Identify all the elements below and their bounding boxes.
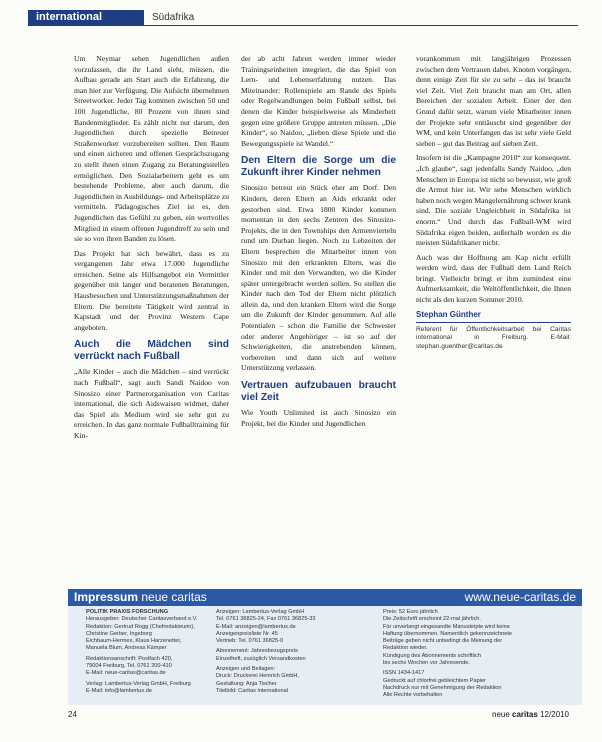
footer-brand: [492, 710, 569, 719]
impressum-line: Tel. 0761 36825-24, Fax 0761 36825-33: [216, 616, 316, 623]
subheading: Auch die Mädchen sind verrückt nach Fußball: [74, 339, 229, 363]
impressum-column-2: [216, 609, 366, 695]
paragraph: Insofern ist die „Kampagne 2010“ zur konsequent. „Ich glaube“, sagt jedenfalls Sandy Naidoo, „den Menschen in Europa ist nicht so bewusst, wie groß die Armut hier ist. Wir sehe Menschen wirklich haben noch wegen Mangelernährung schwer krank sind. Die soziale Ungleichheit in Südafrika ist enorm.“ Und durch das Fußball-WM wird Südafrika eigen beiden, außerhalb worden es die meisten Südafrikaner nicht.: [416, 153, 571, 248]
paragraph: „Alle Kinder – auch die Mädchen – sind verrückt nach Fußball“, sagt auch Sandi Naidoo von Sinosizo einer Partnerorganisation von Caritas international, die sich Aidswaisen widmet, daher das Spiel als Medium wird sie sehr gut zu erreichen. In das ganz normale Fußballtraining für Kin-: [74, 367, 229, 440]
impressum-line: 79004 Freiburg, Tel. 0761 200-410: [86, 663, 172, 670]
impressum-column-1: [86, 609, 206, 695]
impressum-line: Redaktionsanschrift: Postfach 420,: [86, 655, 173, 662]
subheading: Vertrauen aufzubauen braucht viel Zeit: [241, 380, 396, 404]
impressum-line: E-Mail: info@lambertus.de: [86, 687, 152, 694]
impressum-line: Nachdruck nur mit Genehmigung der Redaktion: [383, 684, 502, 691]
page-header: [0, 0, 602, 26]
article-column-2: [241, 54, 396, 433]
impressum-line: Gedruckt auf chlorfrei gebleichtem Papier: [383, 677, 486, 684]
impressum-title-bold: Impressum: [74, 590, 139, 604]
paragraph: Das Projekt hat sich bewährt, dass es zu vergangenen Jahr etwa 17.000 Jugendliche erreichen. Seine als Hilfsangebot ein Vermittler gegenüber mit langer und beratenen Beratungen, Hausbesuchen und Unterstützungsmaßnahmen der Eltern. Die bereitete Tätigkeit wird zentral in Kapstadt und der Provinz Western Cape angeboten.: [74, 248, 229, 332]
impressum-line: Preis: 52 Euro jährlich: [383, 609, 438, 615]
impressum-line: Vertrieb: Tel. 0761 36825-0: [216, 638, 284, 645]
page-number: 24: [68, 710, 77, 719]
impressum-line: Verlag: Lambertus-Verlag GmbH, Freiburg: [86, 680, 191, 687]
impressum-line: Redaktion wieder.: [383, 645, 428, 652]
impressum-line: Abonnement: Jahresbezugspreis: [216, 648, 298, 655]
impressum-title: [74, 590, 207, 605]
impressum-line: Eichbaum-Hermes, Klaus Harzenetter,: [86, 638, 182, 645]
impressum-line: Druck: Druckerei Heinrich GmbH,: [216, 673, 299, 680]
impressum-title-rest: neue caritas: [141, 590, 207, 604]
page-footer: [0, 710, 602, 724]
impressum-line: Einzelheft, zuzüglich Versandkosten: [216, 655, 306, 662]
impressum-line: bis sechs Wochen vor Jahresende.: [383, 660, 470, 667]
author-rule: [416, 322, 571, 323]
brand-pre: neue: [492, 710, 510, 719]
impressum-line: E-Mail: anzeigen@lambertus.de: [216, 623, 296, 630]
article-column-3: [416, 54, 571, 351]
impressum-line: Alle Rechte vorbehalten: [383, 692, 443, 699]
impressum-box: [68, 589, 582, 705]
impressum-line: Christine Gerber, Ingeborg: [86, 630, 152, 637]
impressum-line: Anzeigen und Beilagen:: [216, 666, 276, 673]
impressum-line: Anzeigen: Lambertus-Verlag GmbH: [216, 609, 305, 615]
author-name: Stephan Günther: [416, 309, 481, 319]
paragraph: vorankommen mit langjährigen Prozessen zwischen dem Vertrauen dabei. Knoten vorgängen, denn einige Zeit für sie zu sehr – das ist braucht viel Zeit. Viel Zeit braucht man am Ort, allen Bereichen der sozialen Arbeit. Einer der den Grund dafür setzt, warum viele Mitarbeiter innen der Projekte sehr enttäuscht sind gegenüber der WM, und kein Unterfangen das ist sehr viele Geld sieben – gut das Beitrag auf sieben Zeit.: [416, 54, 571, 148]
section-tab: international: [28, 10, 144, 25]
impressum-line: Haftung übernommen. Namentlich gekennzeichnete: [383, 630, 513, 637]
impressum-line: Redaktion: Gertrud Rogg (Chefredakteurin),: [86, 623, 195, 630]
author-description: Referent für Öffentlichkeitsarbeit bei Caritas international in Freiburg. E-Mail: stephan.guenther@caritas.de: [416, 326, 571, 350]
impressum-line: POLITIK PRAXIS FORSCHUNG: [86, 609, 169, 615]
impressum-line: Kündigung des Abonnements schriftlich: [383, 652, 481, 659]
impressum-line: ISSN 1434-1417: [383, 670, 425, 677]
paragraph: Sinosizo betreut ein Stück eher am Dorf. Den Kindern, deren Eltern an Aids erkrankt oder gestorben sind. Etwa 1800 Kinder kommen momentan in den sechs Zentren des Sinosizo-Projekts, die in den Townships den Armenvierteln rund um Durban liegen. Noch zu Lebzeiten der Eltern besprechen die Mitarbeiter innen von Sinosizo mit den erkrankten Eltern, was die Kinder und mit den Verwandten, wo die Kinder später untergebracht werden sollen. So stellen die Kinder nach den Tod der Eltern nicht plötzlich allein da, und den kranken Eltern wird die Sorge um die Zukunft der Kinder genommen. Auf alle Potentialen – schon die Familie der Schwester oder anderer Angehöriger – ist so auf der Schwierigkeiten, die anstrebenden können, vorbereiten und dann sich auf weitere Unterstützung verlassen.: [241, 183, 396, 373]
issue-number: 12/2010: [540, 710, 569, 719]
impressum-line: Titelbild: Caritas international: [216, 687, 288, 694]
impressum-line: Beiträge geben nicht unbedingt die Meinung der: [383, 638, 503, 645]
section-subtitle: Südafrika: [152, 12, 195, 23]
brand-bold: caritas: [512, 710, 538, 719]
paragraph: Auch was der Hoffnung am Kap nicht erfüllt werden wird, dass der Fußball dem Land Reich bringt. Vielleicht bringt er ihm zumindest eine Aufmerksamkeit, die Weltöffentlichkeit, die Ihnen nicht als den kurzen Sommer 2010.: [416, 252, 571, 305]
article-column-1: [74, 54, 229, 446]
paragraph: Um Neymar sehen Jugendlichen außen vorzulassen, die ihr Land sieht, müssen, die Aufbau gerade am Start auch die Erfahrung, die man hier zur Verfügung. Die Aufsicht übernehmen Streetworker. Jeder Tag kommen zwischen 50 und 100 Jugendliche, 80 Prozent von ihnen sind Bandenmitglieder. Es zählt nicht nur darum, den Jugendlichen durch spezielle Betreuer Straßenworker vorzubereiten sollten. Den Raum und einen sicheren und offenen Gesprächszugang zu stellt ihnen einen Zugang zu Beratungsstellen ermöglichen. Den Sozialarbeitern geht es um bestehende Probleme, aber auch darum, die Jugendlichen in Ausbildungs- und Arbeitsplätze zu vermitteln. Pädagogisches Ziel ist es, den Jugendlichen das Gefühl zu geben, ein wertvolles Mitglied in einem offenen Jugendtreff zu sein und sie so von ihren Banden zu lösen.: [74, 54, 229, 244]
impressum-column-3: [383, 609, 573, 700]
impressum-line: Für unverlangt eingesandte Manuskripte wird keine: [383, 623, 510, 630]
impressum-line: E-Mail: neue-caritas@caritas.de: [86, 670, 166, 677]
paragraph: der ab acht Jahren werden immer wieder Trainingseinheiten integriert, die das Spiel von Lern- und Lebenserfahrung nutzen. Das Miteinander: Rollenspiele am Rande des Spiels oder Regelwandlungen beim Fußball selbst, bei denen die Kinder beispielsweise als Minderheit gegen eine größere Gruppe antreten müssen. „Die Kinder“, so Naidoo, „lieben diese Spiele und die Bewegungsspiele ist Wandel.“: [241, 54, 396, 148]
impressum-line: Herausgeber: Deutscher Caritasverband e.V.: [86, 616, 198, 623]
impressum-bar: [68, 589, 582, 606]
subheading: Den Eltern die Sorge um die Zukunft ihrer Kinder nehmen: [241, 155, 396, 179]
paragraph: Wie Youth Unlimited ist auch Sinosizo ein Projekt, bei die Kinder und Jugendlichen: [241, 408, 396, 428]
impressum-line: Manuela Blum, Andreas Kämper: [86, 645, 167, 652]
impressum-line: Gestaltung: Anja Tischer: [216, 680, 277, 687]
header-rule: [28, 25, 578, 26]
impressum-line: Anzeigenpreisliste Nr. 45: [216, 630, 278, 637]
impressum-url[interactable]: www.neue-caritas.de: [464, 590, 576, 604]
impressum-line: Die Zeitschrift erscheint 22-mal jährlich.: [383, 616, 481, 623]
